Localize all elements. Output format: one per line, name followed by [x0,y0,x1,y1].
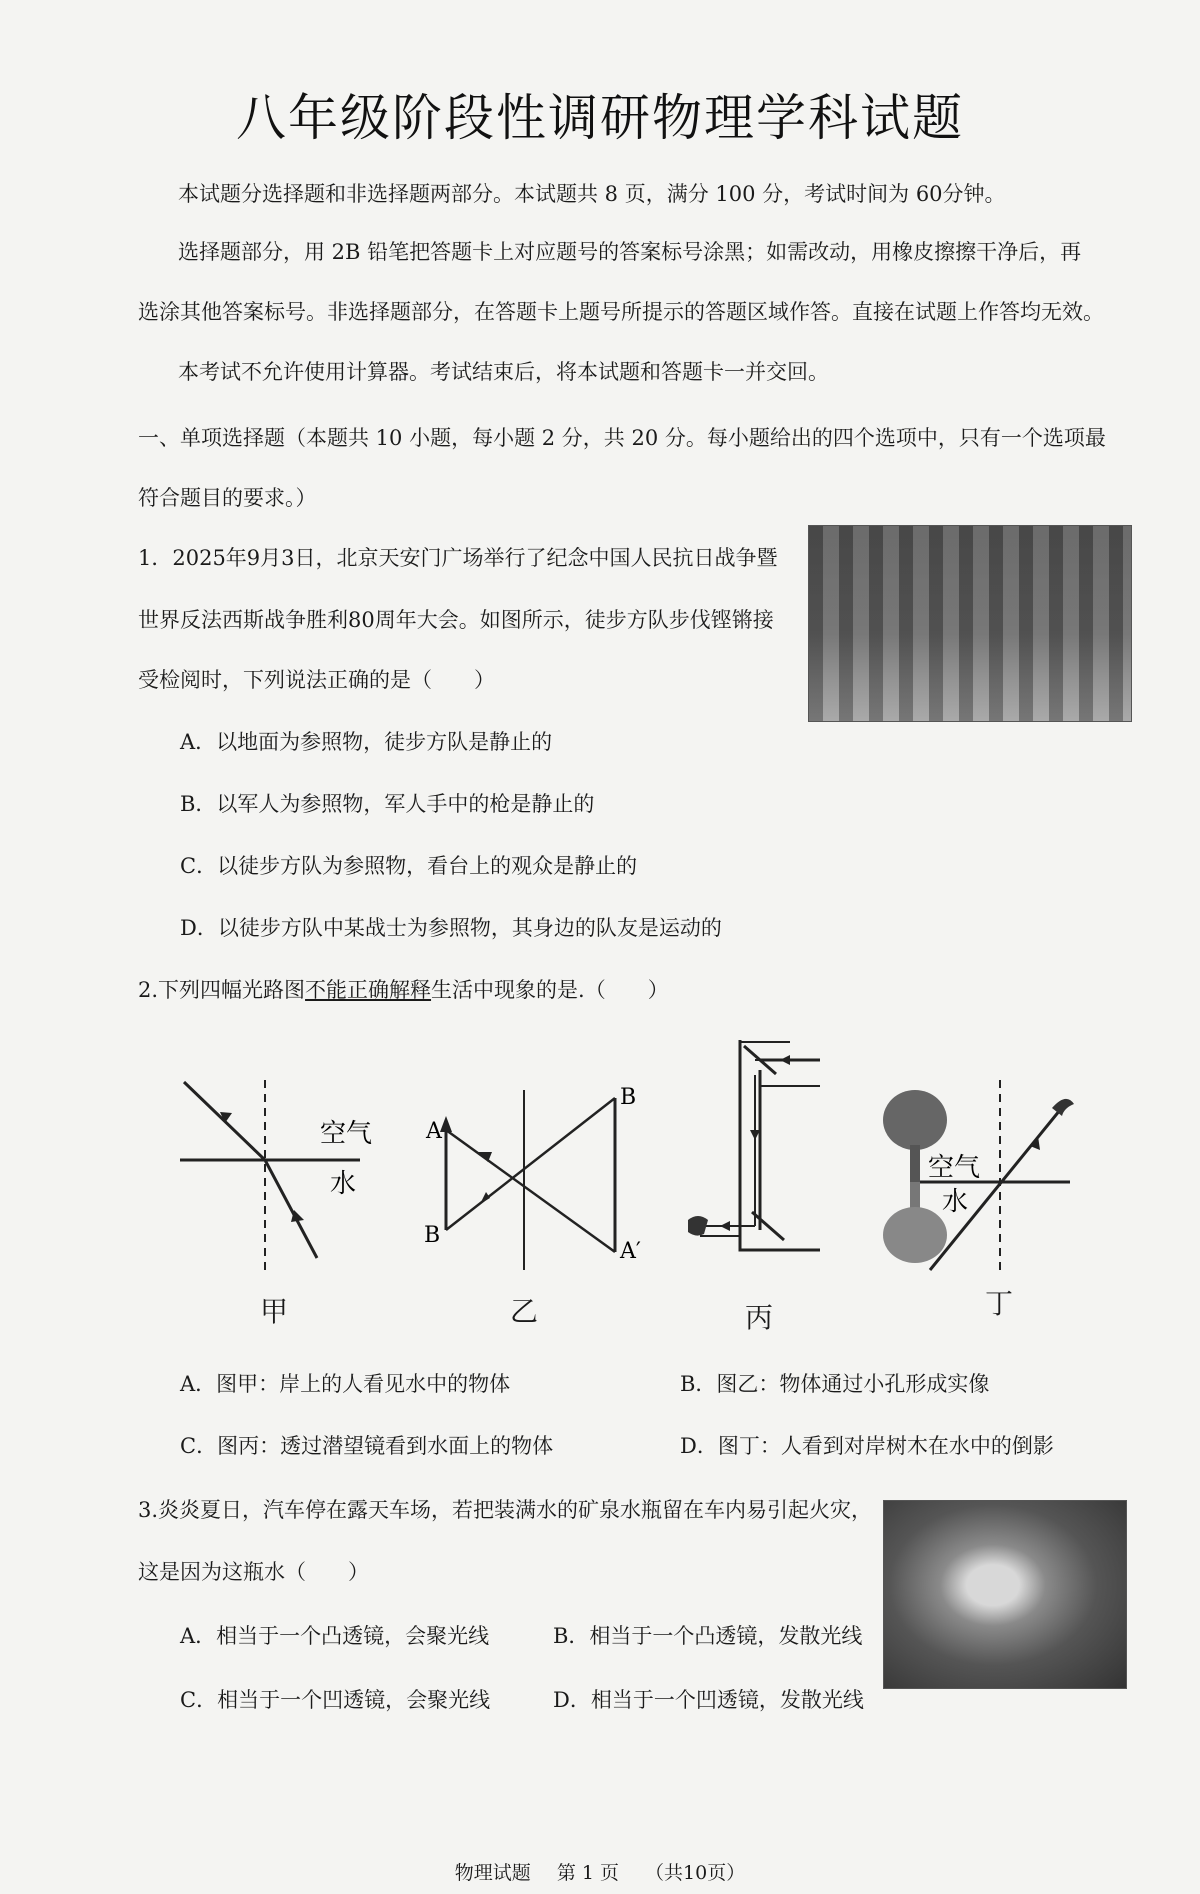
bottle-photo [883,1500,1127,1689]
diagram-pinhole [420,1080,660,1280]
q2-option-a: A．图甲：岸上的人看见水中的物体 [180,1372,511,1396]
q3-option-c: C．相当于一个凹透镜，会聚光线 [180,1688,491,1712]
air-label: 空气 [928,1153,981,1183]
diagram-refraction [170,1060,400,1280]
diagram-reflection [870,1070,1090,1280]
q1-option-b: B．以军人为参照物，军人手中的枪是静止的 [180,792,595,816]
caption-yi: 乙 [510,1295,539,1328]
section-heading: 一、单项选择题（本题共 10 小题，每小题 2 分，共 20 分。每小题给出的四个选项中，只有一个选项最 [138,426,1106,450]
footer-page: 第 1 页 [556,1862,619,1884]
label-b-image: B [620,1085,637,1110]
tree-reflection-icon [883,1207,947,1263]
page-footer [0,1858,1200,1885]
q2-stem-prefix: 2.下列四幅光路图 [138,978,306,1002]
q2-option-d: D．图丁：人看到对岸树木在水中的倒影 [680,1434,1054,1458]
eye-icon [688,1216,708,1236]
q1-option-a: A．以地面为参照物，徒步方队是静止的 [180,730,553,754]
section-heading-cont: 符合题目的要求。） [138,486,317,510]
caption-bing: 丙 [745,1301,774,1334]
caption-jia: 甲 [260,1295,289,1328]
parade-photo [808,525,1132,722]
q1-option-c: C．以徒步方队为参照物，看台上的观众是静止的 [180,854,638,878]
q2-stem-suffix: 生活中现象的是.（ ） [431,978,669,1002]
instruction-2: 选择题部分，用 2B 铅笔把答题卡上对应题号的答案标号涂黑；如需改动，用橡皮擦擦干净后，再 [178,240,1082,264]
q1-stem-line-2: 世界反法西斯战争胜利80周年大会。如图所示，徒步方队步伐铿锵接 [138,608,774,632]
footer-total: （共10页） [645,1862,746,1884]
page-title: 八年级阶段性调研物理学科试题 [236,89,964,147]
q1-stem-line-3: 受检阅时，下列说法正确的是（ ） [138,668,495,692]
footer-subject: 物理试题 [454,1862,531,1884]
q2-stem-emphasis: 不能正确解释 [305,978,432,1002]
q2-stem [138,974,669,1004]
diagram-periscope [680,1030,840,1280]
label-a-image: A′ [620,1239,641,1264]
caption-ding: 丁 [985,1287,1014,1320]
water-label: 水 [330,1169,357,1199]
air-label: 空气 [320,1119,373,1149]
label-a: A [426,1119,442,1144]
label-b: B [424,1223,441,1248]
instruction-4: 本考试不允许使用计算器。考试结束后，将本试题和答题卡一并交回。 [178,360,829,384]
water-label: 水 [942,1187,969,1217]
q3-option-b: B．相当于一个凸透镜，发散光线 [553,1624,863,1648]
q3-stem-line-1: 3.炎炎夏日，汽车停在露天车场，若把装满水的矿泉水瓶留在车内易引起火灾， [138,1498,873,1522]
q3-stem-line-2: 这是因为这瓶水（ ） [138,1560,369,1584]
q3-option-d: D．相当于一个凹透镜，发散光线 [553,1688,864,1712]
tree-icon [883,1090,947,1150]
q2-option-b: B．图乙：物体通过小孔形成实像 [680,1372,990,1396]
instruction-1: 本试题分选择题和非选择题两部分。本试题共 8 页，满分 100 分，考试时间为 60分钟。 [178,182,1006,206]
q1-option-d: D．以徒步方队中某战士为参照物，其身边的队友是运动的 [180,916,722,940]
q1-stem-line-1: 1．2025年9月3日，北京天安门广场举行了纪念中国人民抗日战争暨 [138,546,778,570]
instruction-3: 选涂其他答案标号。非选择题部分，在答题卡上题号所提示的答题区域作答。直接在试题上作答均无效。 [138,300,1104,324]
q2-option-c: C．图丙：透过潜望镜看到水面上的物体 [180,1434,554,1458]
q3-option-a: A．相当于一个凸透镜，会聚光线 [180,1624,490,1648]
